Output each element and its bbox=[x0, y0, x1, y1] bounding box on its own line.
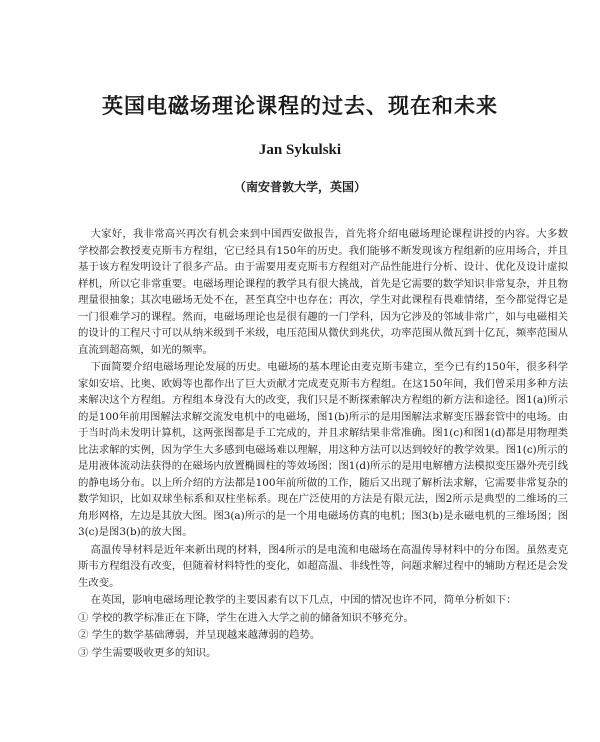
paragraph-factors: 在英国，影响电磁场理论教学的主要因素有以下几点，中国的情况也许不同，简单分析如下： bbox=[90, 594, 517, 606]
paragraph-intro: 大家好，我非常高兴再次有机会来到中国西安做报告，首先将介绍电磁场理论课程讲授的内容。大多数学校都会教授麦克斯韦方程组，它已经具有150年的历史。我们能够不断发现该方程组新的应用场合，并且基于该方程发明设计了很多产品。由于需要用麦克斯韦方程组对产品性能进行分析、设计、优化及设计虚拟样机，所以它非常重要。电磁场理论课程的教学具有很大挑战，首先是它需要的数学知识非常复杂，并且物理量很抽象；其次电磁场无处不在，甚至真空中也存在；再次，学生对此课程有畏难情绪，至今都觉得它是一门很难学习的课程。然而，电磁场理论也是很有趣的一门学科，因为它涉及的邻域非常广，如与电磁相关的设计的工程尺寸可以从纳米级到千米级，电压范围从微伏到兆伏，功率范围从微瓦到十亿瓦，频率范围从直流到超高频，如光的频率。 bbox=[78, 228, 568, 356]
list-item: ① 学校的教学标准正在下降，学生在进入大学之前的储备知识不够充分。 bbox=[78, 611, 414, 624]
author-name: Jan Sykulski bbox=[258, 142, 342, 158]
paragraph-history: 下面简要介绍电磁场理论发展的历史。电磁场的基本理论由麦克斯韦建立，至今已有约150年，很多科学家如安培、比奥、欧姆等也都作出了巨大贡献才完成麦克斯韦方程组。在这150年间，我们曾采用多种方法来解决这个方程组。方程组本身没有大的改变，我们只是不断探索解决方程组的新方法和途径。图1(a)所示的是100年前用图解法求解交流发电机中的电磁场，图1(b)所示的是用图解法求解变压器套管中的电场。由于当时尚未发明计算机，这两张图都是手工完成的，并且求解结果非常准确。图1(c)和图1(d)都是用物理类比法求解的实例，因为学生大多感到电磁场难以理解，用这种方法可以达到较好的教学效果。图1(c)所示的是用液体流动法获得的在磁场内放置椭圆柱的等效场图；图1(d)所示的是用电解槽方法模拟变压器外壳引线的静电场分布。以上所介绍的方法都是100年前所做的工作，随后又出现了解析法求解，它需要非常复杂的数学知识，比如双球坐标系和双柱坐标系。现在广泛使用的方法是有限元法，图2所示是典型的二维场的三角形网格，左边是其放大图。图3(a)所示的是一个用电磁场仿真的电机；图3(b)是永磁电机的三维场图；图3(c)是图3(b)的放大图。 bbox=[78, 361, 568, 538]
paragraph-materials: 高温传导材料是近年来新出现的材料，图4所示的是电流和电磁场在高温传导材料中的分布图。虽然麦克斯韦方程组没有改变，但随着材料特性的变化，如超高温、非线性等，问题求解过程中的辅助方程还是会发生改变。 bbox=[78, 543, 568, 589]
body-text bbox=[78, 226, 568, 662]
author-affiliation: （南安普敦大学，英国） bbox=[233, 180, 366, 194]
list-item: ③ 学生需要吸收更多的知识。 bbox=[78, 646, 217, 659]
list-item: ② 学生的数学基础薄弱，并呈现越来越薄弱的趋势。 bbox=[78, 629, 321, 641]
paper-title: 英国电磁场理论课程的过去、现在和未来 bbox=[102, 93, 498, 118]
